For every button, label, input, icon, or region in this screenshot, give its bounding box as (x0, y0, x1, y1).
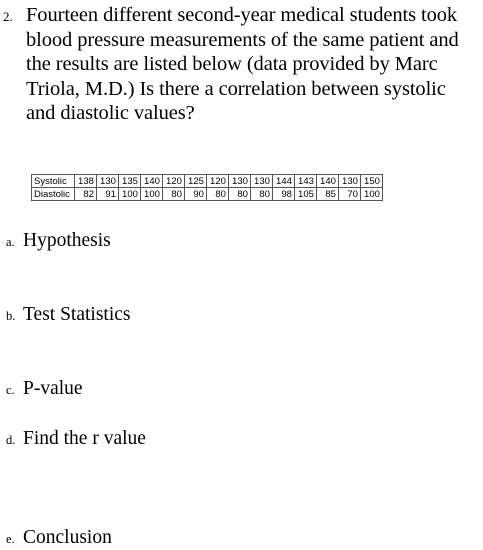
question-line: the results are listed below (data provided by Marc (26, 53, 438, 75)
part-letter: e. (6, 532, 15, 546)
table-cell: 130 (250, 175, 272, 188)
question-line: blood pressure measurements of the same patient and (26, 28, 459, 51)
table-cell: 85 (316, 188, 338, 201)
part-a-hypothesis (6, 230, 111, 252)
question-number: 2. (3, 9, 13, 24)
table-cell: 100 (360, 188, 382, 201)
table-cell: 140 (316, 175, 338, 188)
part-e-conclusion (6, 527, 112, 549)
part-letter: d. (6, 433, 16, 447)
row-header: Diastolic (32, 188, 75, 201)
table-cell: 150 (360, 175, 382, 188)
table-cell: 82 (74, 188, 96, 201)
table-cell: 90 (184, 188, 206, 201)
table-cell: 130 (96, 175, 118, 188)
row-header: Systolic (32, 175, 75, 188)
part-label: Test Statistics (23, 304, 131, 325)
table-cell: 143 (294, 175, 316, 188)
table-cell: 120 (162, 175, 184, 188)
table-cell: 130 (338, 175, 360, 188)
part-label: Find the r value (23, 428, 146, 449)
table-row-systolic (32, 175, 383, 188)
table-cell: 138 (74, 175, 96, 188)
table-cell: 80 (162, 188, 184, 201)
blood-pressure-table (31, 174, 383, 201)
part-letter: c. (6, 383, 15, 397)
table-cell: 144 (272, 175, 294, 188)
part-b-test-statistics (6, 304, 131, 326)
table-row-diastolic (32, 188, 383, 201)
table-cell: 80 (228, 188, 250, 201)
part-letter: a. (6, 235, 15, 249)
part-label: P-value (23, 378, 83, 399)
part-c-p-value (6, 378, 83, 400)
table-cell: 100 (140, 188, 162, 201)
table-cell: 98 (272, 188, 294, 201)
table-cell: 130 (228, 175, 250, 188)
question-line: Fourteen different second-year medical students took (26, 4, 458, 26)
table-cell: 91 (96, 188, 118, 201)
table-cell: 105 (294, 188, 316, 201)
question-line: Triola, M.D.) Is there a correlation between systolic (26, 77, 446, 100)
table-cell: 135 (118, 175, 140, 188)
part-label: Hypothesis (23, 230, 111, 251)
table-cell: 80 (250, 188, 272, 201)
part-label: Conclusion (23, 527, 112, 548)
table-cell: 120 (206, 175, 228, 188)
question-text (26, 3, 478, 126)
table-cell: 125 (184, 175, 206, 188)
table-cell: 80 (206, 188, 228, 201)
table-cell: 140 (140, 175, 162, 188)
question-line: and diastolic values? (26, 102, 195, 124)
part-letter: b. (6, 309, 16, 323)
table-cell: 100 (118, 188, 140, 201)
part-d-r-value (6, 428, 146, 450)
table-cell: 70 (338, 188, 360, 201)
